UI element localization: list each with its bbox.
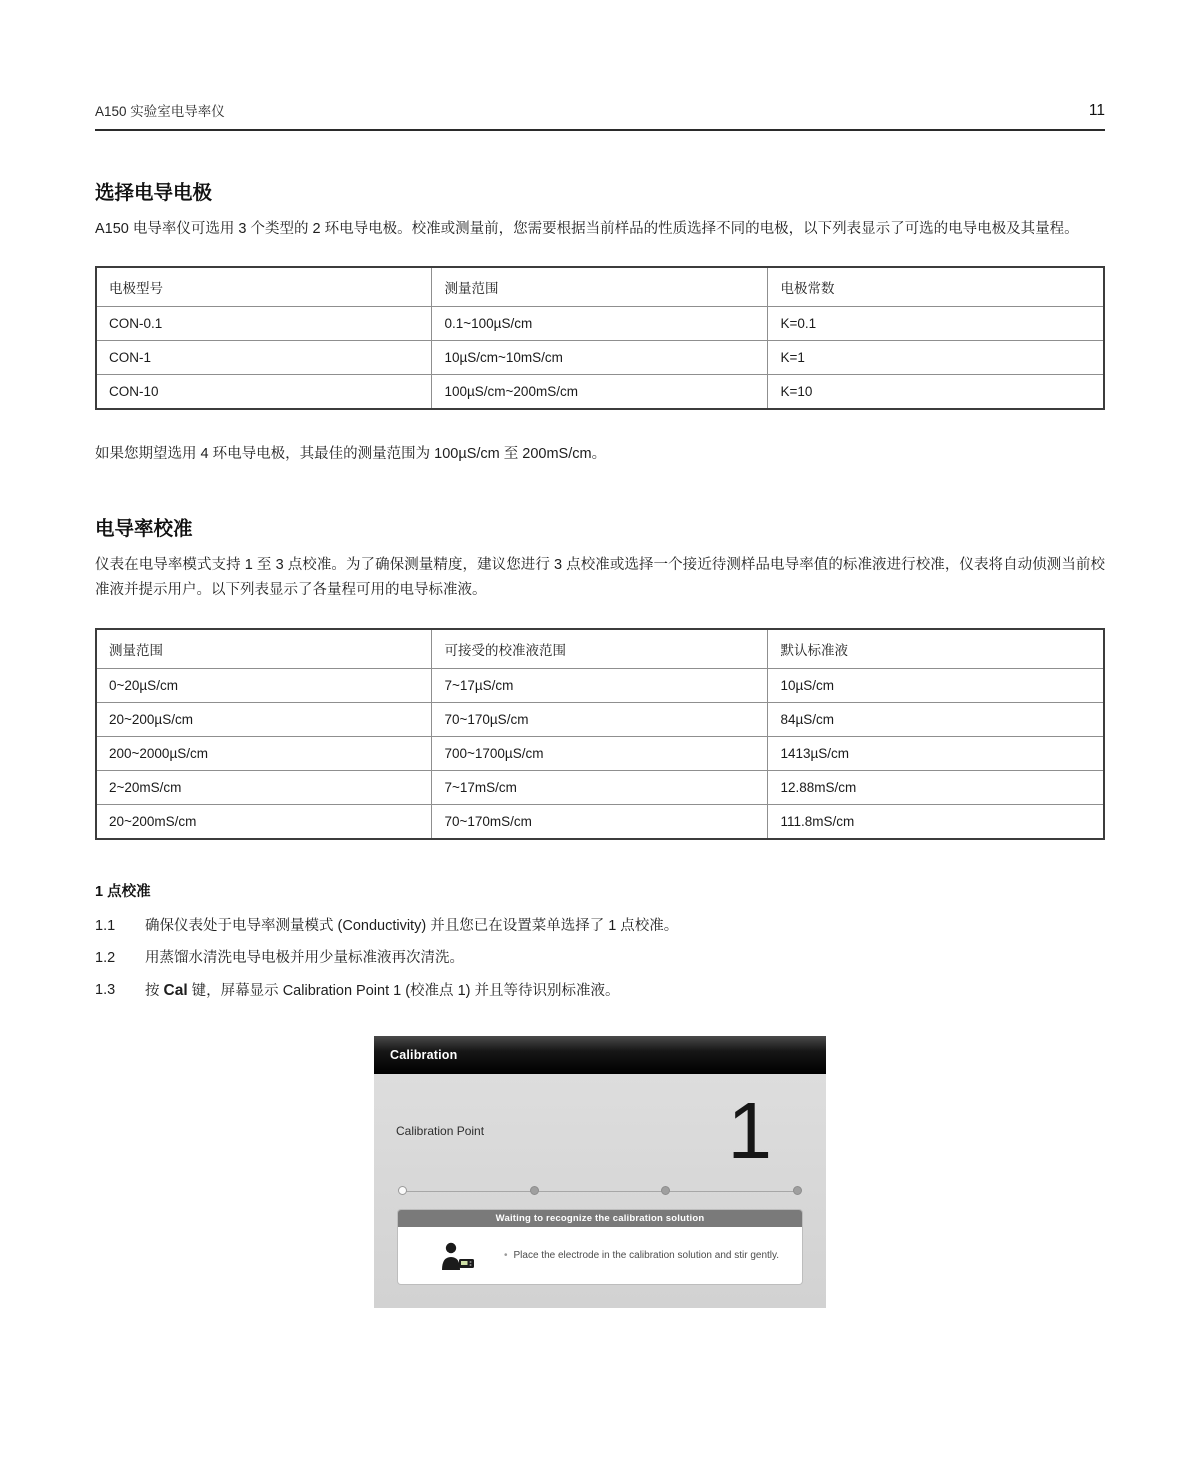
step-text-suffix: 键，屏幕显示 Calibration Point 1 (校准点 1) 并且等待识别标准液。 [187, 983, 620, 1000]
step-text [145, 979, 1105, 1004]
table-row [96, 702, 1104, 736]
progress-dot-4 [793, 1186, 802, 1195]
table-cell: 7~17mS/cm [432, 770, 768, 804]
operator-with-meter-icon [438, 1240, 478, 1270]
header-title: A150 实验室电导率仪 [95, 104, 225, 119]
header-divider [95, 129, 1105, 131]
calibration-screen-figure [374, 1036, 826, 1308]
status-banner: Waiting to recognize the calibration solution [398, 1210, 802, 1227]
table-cell: 700~1700µS/cm [432, 736, 768, 770]
table-cell: 100µS/cm~200mS/cm [432, 375, 768, 410]
table-row [96, 804, 1104, 839]
table-row [96, 341, 1104, 375]
table-header-row [96, 267, 1104, 307]
table-cell: CON-10 [96, 375, 432, 410]
col-header-range: 测量范围 [96, 629, 432, 669]
progress-dot-2 [530, 1186, 539, 1195]
table-cell: K=0.1 [768, 307, 1104, 341]
progress-dots [398, 1186, 802, 1195]
table-cell: 12.88mS/cm [768, 770, 1104, 804]
standard-solution-table [95, 628, 1105, 840]
table-row [96, 668, 1104, 702]
table-cell: 20~200µS/cm [96, 702, 432, 736]
progress-dot-3 [661, 1186, 670, 1195]
table-row [96, 375, 1104, 410]
progress-dot-1 [398, 1186, 407, 1195]
section-body-calibration: 仪表在电导率模式支持 1 至 3 点校准。为了确保测量精度，建议您进行 3 点校准或选择一个接近待测样品电导率值的标准液进行校准，仪表将自动侦测当前校准液并提示用户。以下列表显示了各量程可用的电导标准液。 [95, 557, 1105, 599]
step-text: 确保仪表处于电导率测量模式 (Conductivity) 并且您已在设置菜单选择了 1 点校准。 [145, 917, 679, 934]
col-header-range: 测量范围 [432, 267, 768, 307]
table-cell: 111.8mS/cm [768, 804, 1104, 839]
step-number: 1.1 [95, 917, 116, 934]
calibration-point-row [374, 1074, 826, 1178]
procedure-step [95, 915, 1105, 938]
step-number: 1.2 [95, 949, 116, 966]
table-cell: 70~170mS/cm [432, 804, 768, 839]
table-cell: 1413µS/cm [768, 736, 1104, 770]
table-header-row [96, 629, 1104, 669]
table-row [96, 770, 1104, 804]
calibration-point-label: Calibration Point [396, 1123, 485, 1138]
table-row [96, 736, 1104, 770]
electrode-note: 如果您期望选用 4 环电导电极，其最佳的测量范围为 100µS/cm 至 200mS/cm。 [95, 446, 607, 463]
table-cell: 70~170µS/cm [432, 702, 768, 736]
col-header-constant: 电极常数 [768, 267, 1104, 307]
section-one-point-calibration [95, 880, 1105, 1004]
screen-titlebar [374, 1036, 826, 1074]
screen-body [374, 1074, 826, 1308]
procedure-step [95, 947, 1105, 970]
calibration-progress-bar [398, 1186, 802, 1198]
page-number: 11 [1088, 102, 1105, 119]
electrode-table [95, 266, 1105, 410]
table-row [96, 307, 1104, 341]
procedure-step [95, 979, 1105, 1004]
table-cell: 84µS/cm [768, 702, 1104, 736]
table-cell: 2~20mS/cm [96, 770, 432, 804]
table-cell: CON-0.1 [96, 307, 432, 341]
section-title-calibration: 电导率校准 [95, 518, 193, 541]
col-header-model: 电极型号 [96, 267, 432, 307]
bullet-icon: • [504, 1249, 508, 1261]
step-text-prefix: 按 [145, 983, 164, 1000]
table-cell: 7~17µS/cm [432, 668, 768, 702]
status-panel [398, 1210, 802, 1284]
table-cell: 10µS/cm [768, 668, 1104, 702]
section-conductivity-calibration [95, 513, 1105, 840]
screen-title: Calibration [390, 1047, 458, 1062]
procedure-steps [95, 915, 1105, 1004]
step-number: 1.3 [95, 982, 116, 999]
table-cell: 0~20µS/cm [96, 668, 432, 702]
status-panel-body [398, 1227, 802, 1284]
table-cell: CON-1 [96, 341, 432, 375]
calibration-point-number: 1 [727, 1085, 772, 1175]
table-cell: 20~200mS/cm [96, 804, 432, 839]
cal-key-label: Cal [163, 982, 188, 1000]
col-header-acceptable: 可接受的校准液范围 [432, 629, 768, 669]
procedure-title: 1 点校准 [95, 883, 151, 900]
table-cell: 10µS/cm~10mS/cm [432, 341, 768, 375]
table-cell: K=10 [768, 375, 1104, 410]
step-text: 用蒸馏水清洗电导电极并用少量标准液再次清洗。 [145, 949, 464, 966]
section-title-electrode: 选择电导电极 [95, 182, 213, 204]
table-cell: 200~2000µS/cm [96, 736, 432, 770]
page-header [95, 100, 1105, 129]
section-electrode-selection [95, 177, 1105, 467]
col-header-default: 默认标准液 [768, 629, 1104, 669]
section-body-electrode: A150 电导率仪可选用 3 个类型的 2 环电导电极。校准或测量前，您需要根据当前样品的性质选择不同的电极，以下列表显示了可选的电导电极及其量程。 [95, 221, 1079, 237]
table-cell: K=1 [768, 341, 1104, 375]
instruction-text: Place the electrode in the calibration solution and stir gently. [513, 1249, 780, 1261]
table-cell: 0.1~100µS/cm [432, 307, 768, 341]
